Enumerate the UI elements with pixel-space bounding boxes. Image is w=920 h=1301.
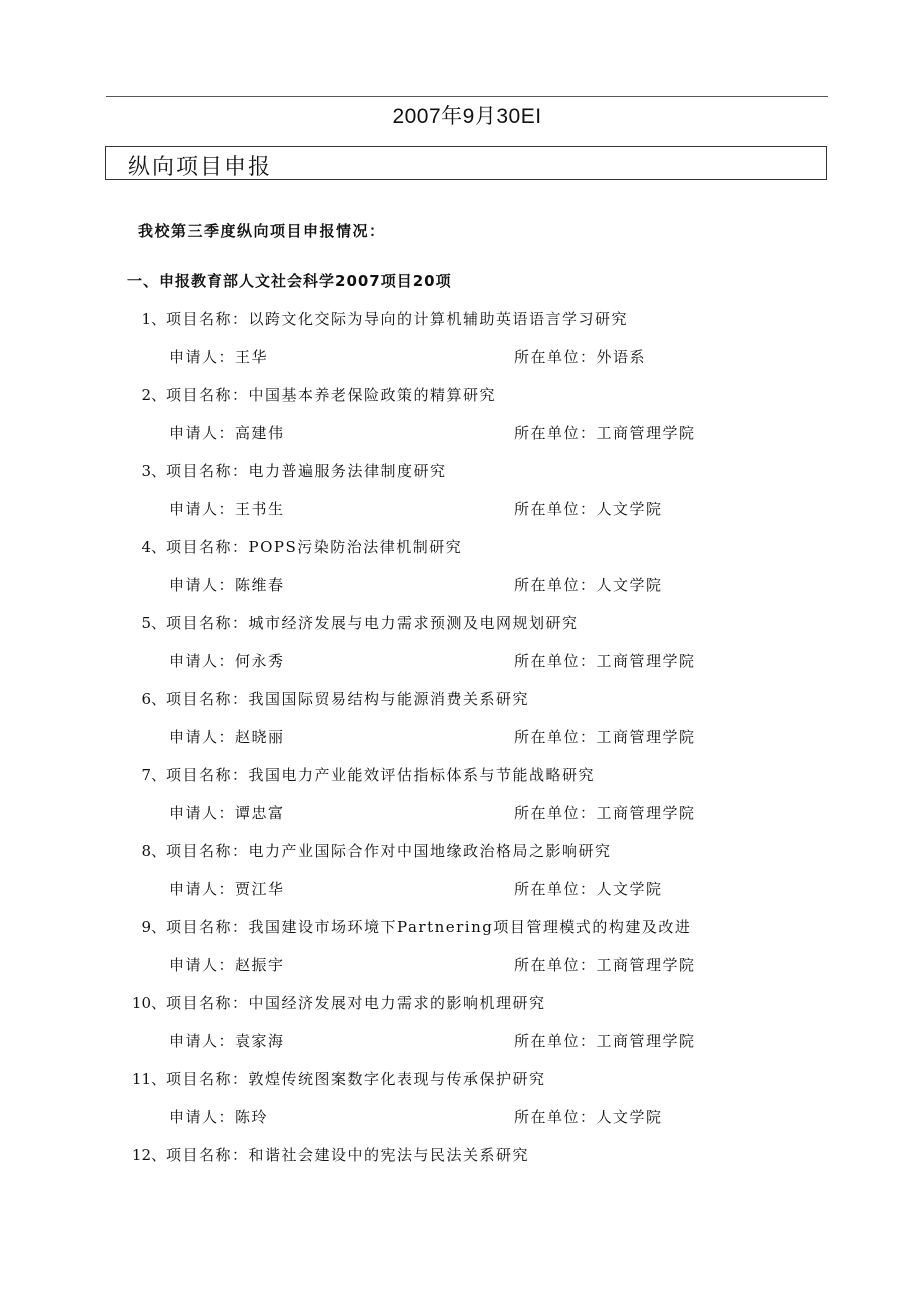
number-separator: 、	[151, 614, 167, 632]
project-title-line	[117, 914, 691, 940]
number-separator: 、	[151, 690, 167, 708]
applicant-label: 申请人：	[169, 348, 236, 366]
number-separator: 、	[151, 386, 167, 404]
number-separator: 、	[151, 842, 167, 860]
number-separator: 、	[151, 766, 167, 784]
project-title: 我国建设市场环境下Partnering项目管理模式的构建及改进	[248, 918, 692, 936]
unit-line	[514, 952, 696, 978]
applicant-name: 赵振宇	[235, 956, 285, 974]
applicant-line	[169, 724, 285, 750]
project-entry	[0, 914, 920, 990]
unit-line	[514, 724, 696, 750]
project-title: 中国基本养老保险政策的精算研究	[248, 386, 497, 404]
unit-line	[514, 572, 663, 598]
project-title-line	[117, 458, 447, 484]
project-number: 5	[141, 614, 151, 632]
applicant-name: 高建伟	[235, 424, 285, 442]
project-entry	[0, 534, 920, 610]
unit-label: 所在单位：	[514, 576, 597, 594]
project-title-line	[117, 610, 579, 636]
unit-line	[514, 496, 663, 522]
project-number: 3	[141, 462, 151, 480]
unit-name: 工商管理学院	[596, 1032, 696, 1050]
applicant-label: 申请人：	[169, 652, 236, 670]
project-title: 敦煌传统图案数字化表现与传承保护研究	[248, 1070, 546, 1088]
project-number: 9	[141, 918, 151, 936]
project-title: 我国电力产业能效评估指标体系与节能战略研究	[248, 766, 596, 784]
project-title: 和谐社会建设中的宪法与民法关系研究	[248, 1146, 530, 1164]
project-entry	[0, 306, 920, 382]
unit-line	[514, 876, 663, 902]
applicant-name: 赵晓丽	[235, 728, 285, 746]
top-divider	[106, 96, 828, 97]
applicant-name: 王华	[235, 348, 269, 366]
number-separator: 、	[151, 1070, 167, 1088]
intro-text: 我校第三季度纵向项目申报情况：	[138, 222, 386, 240]
section-title: 纵向项目申报	[128, 155, 273, 180]
number-separator: 、	[151, 462, 167, 480]
project-number: 1	[141, 310, 151, 328]
unit-name: 工商管理学院	[596, 956, 696, 974]
project-entry	[0, 838, 920, 914]
applicant-line	[169, 344, 268, 370]
document-date: 2007年9月30EI	[392, 105, 542, 128]
applicant-label: 申请人：	[169, 728, 236, 746]
unit-label: 所在单位：	[514, 424, 597, 442]
unit-line	[514, 1104, 663, 1130]
unit-line	[514, 1028, 696, 1054]
project-entry	[0, 382, 920, 458]
project-name-label: 项目名称：	[166, 766, 249, 784]
project-number: 4	[141, 538, 151, 556]
applicant-line	[169, 876, 285, 902]
project-name-label: 项目名称：	[166, 690, 249, 708]
applicant-label: 申请人：	[169, 1108, 236, 1126]
unit-name: 工商管理学院	[596, 652, 696, 670]
unit-label: 所在单位：	[514, 348, 597, 366]
applicant-line	[169, 648, 285, 674]
project-number: 6	[141, 690, 151, 708]
unit-line	[514, 344, 646, 370]
project-title-line	[117, 838, 612, 864]
applicant-name: 陈维春	[235, 576, 285, 594]
unit-name: 人文学院	[596, 880, 663, 898]
applicant-name: 贾江华	[235, 880, 285, 898]
project-name-label: 项目名称：	[166, 386, 249, 404]
unit-label: 所在单位：	[514, 880, 597, 898]
applicant-line	[169, 1104, 268, 1130]
project-entry	[0, 990, 920, 1066]
project-title: 电力普遍服务法律制度研究	[248, 462, 447, 480]
project-name-label: 项目名称：	[166, 310, 249, 328]
project-number: 7	[141, 766, 151, 784]
project-entry	[0, 686, 920, 762]
unit-name: 人文学院	[596, 576, 663, 594]
project-name-label: 项目名称：	[166, 918, 249, 936]
unit-name: 工商管理学院	[596, 728, 696, 746]
project-title-line	[117, 686, 529, 712]
section-title-box	[105, 146, 827, 180]
project-title-line	[117, 990, 546, 1016]
project-name-label: 项目名称：	[166, 1070, 249, 1088]
applicant-name: 谭忠富	[235, 804, 285, 822]
project-entry	[0, 762, 920, 838]
applicant-name: 王书生	[235, 500, 285, 518]
project-title: POPS污染防治法律机制研究	[248, 538, 463, 556]
unit-name: 人文学院	[596, 500, 663, 518]
applicant-line	[169, 800, 285, 826]
applicant-label: 申请人：	[169, 880, 236, 898]
applicant-name: 袁家海	[235, 1032, 285, 1050]
project-number: 2	[141, 386, 151, 404]
applicant-line	[169, 572, 285, 598]
applicant-line	[169, 420, 285, 446]
project-name-label: 项目名称：	[166, 462, 249, 480]
unit-line	[514, 648, 696, 674]
applicant-label: 申请人：	[169, 804, 236, 822]
project-number: 10	[131, 994, 151, 1012]
number-separator: 、	[151, 918, 167, 936]
project-title: 我国国际贸易结构与能源消费关系研究	[248, 690, 530, 708]
number-separator: 、	[151, 994, 167, 1012]
unit-line	[514, 800, 696, 826]
project-number: 11	[131, 1070, 151, 1088]
project-title-line	[117, 762, 595, 788]
unit-label: 所在单位：	[514, 1108, 597, 1126]
applicant-line	[169, 952, 285, 978]
project-name-label: 项目名称：	[166, 842, 249, 860]
unit-label: 所在单位：	[514, 804, 597, 822]
unit-line	[514, 420, 696, 446]
unit-name: 工商管理学院	[596, 804, 696, 822]
project-title-line	[117, 306, 628, 332]
project-number: 8	[141, 842, 151, 860]
unit-name: 工商管理学院	[596, 424, 696, 442]
unit-label: 所在单位：	[514, 728, 597, 746]
number-separator: 、	[151, 310, 167, 328]
project-title-line	[117, 382, 496, 408]
unit-name: 人文学院	[596, 1108, 663, 1126]
applicant-name: 何永秀	[235, 652, 285, 670]
applicant-label: 申请人：	[169, 500, 236, 518]
applicant-label: 申请人：	[169, 1032, 236, 1050]
project-name-label: 项目名称：	[166, 1146, 249, 1164]
applicant-label: 申请人：	[169, 956, 236, 974]
unit-label: 所在单位：	[514, 956, 597, 974]
applicant-label: 申请人：	[169, 576, 236, 594]
applicant-line	[169, 496, 285, 522]
unit-label: 所在单位：	[514, 652, 597, 670]
section-heading: 一、申报教育部人文社会科学2007项目20项	[127, 272, 452, 290]
applicant-name: 陈玲	[235, 1108, 269, 1126]
project-name-label: 项目名称：	[166, 614, 249, 632]
unit-label: 所在单位：	[514, 1032, 597, 1050]
project-title: 中国经济发展对电力需求的影响机理研究	[248, 994, 546, 1012]
project-name-label: 项目名称：	[166, 994, 249, 1012]
project-title-line	[117, 1066, 546, 1092]
project-entry	[0, 1066, 920, 1142]
project-number: 12	[131, 1146, 151, 1164]
project-name-label: 项目名称：	[166, 538, 249, 556]
project-title: 以跨文化交际为导向的计算机辅助英语语言学习研究	[248, 310, 629, 328]
project-title: 城市经济发展与电力需求预测及电网规划研究	[248, 614, 579, 632]
number-separator: 、	[151, 1146, 167, 1164]
unit-name: 外语系	[596, 348, 647, 366]
project-entry	[0, 610, 920, 686]
project-title: 电力产业国际合作对中国地缘政治格局之影响研究	[248, 842, 612, 860]
project-entry	[0, 1142, 920, 1218]
project-title-line	[117, 534, 462, 560]
project-title-line	[117, 1142, 529, 1168]
number-separator: 、	[151, 538, 167, 556]
unit-label: 所在单位：	[514, 500, 597, 518]
project-entry	[0, 458, 920, 534]
applicant-label: 申请人：	[169, 424, 236, 442]
applicant-line	[169, 1028, 285, 1054]
